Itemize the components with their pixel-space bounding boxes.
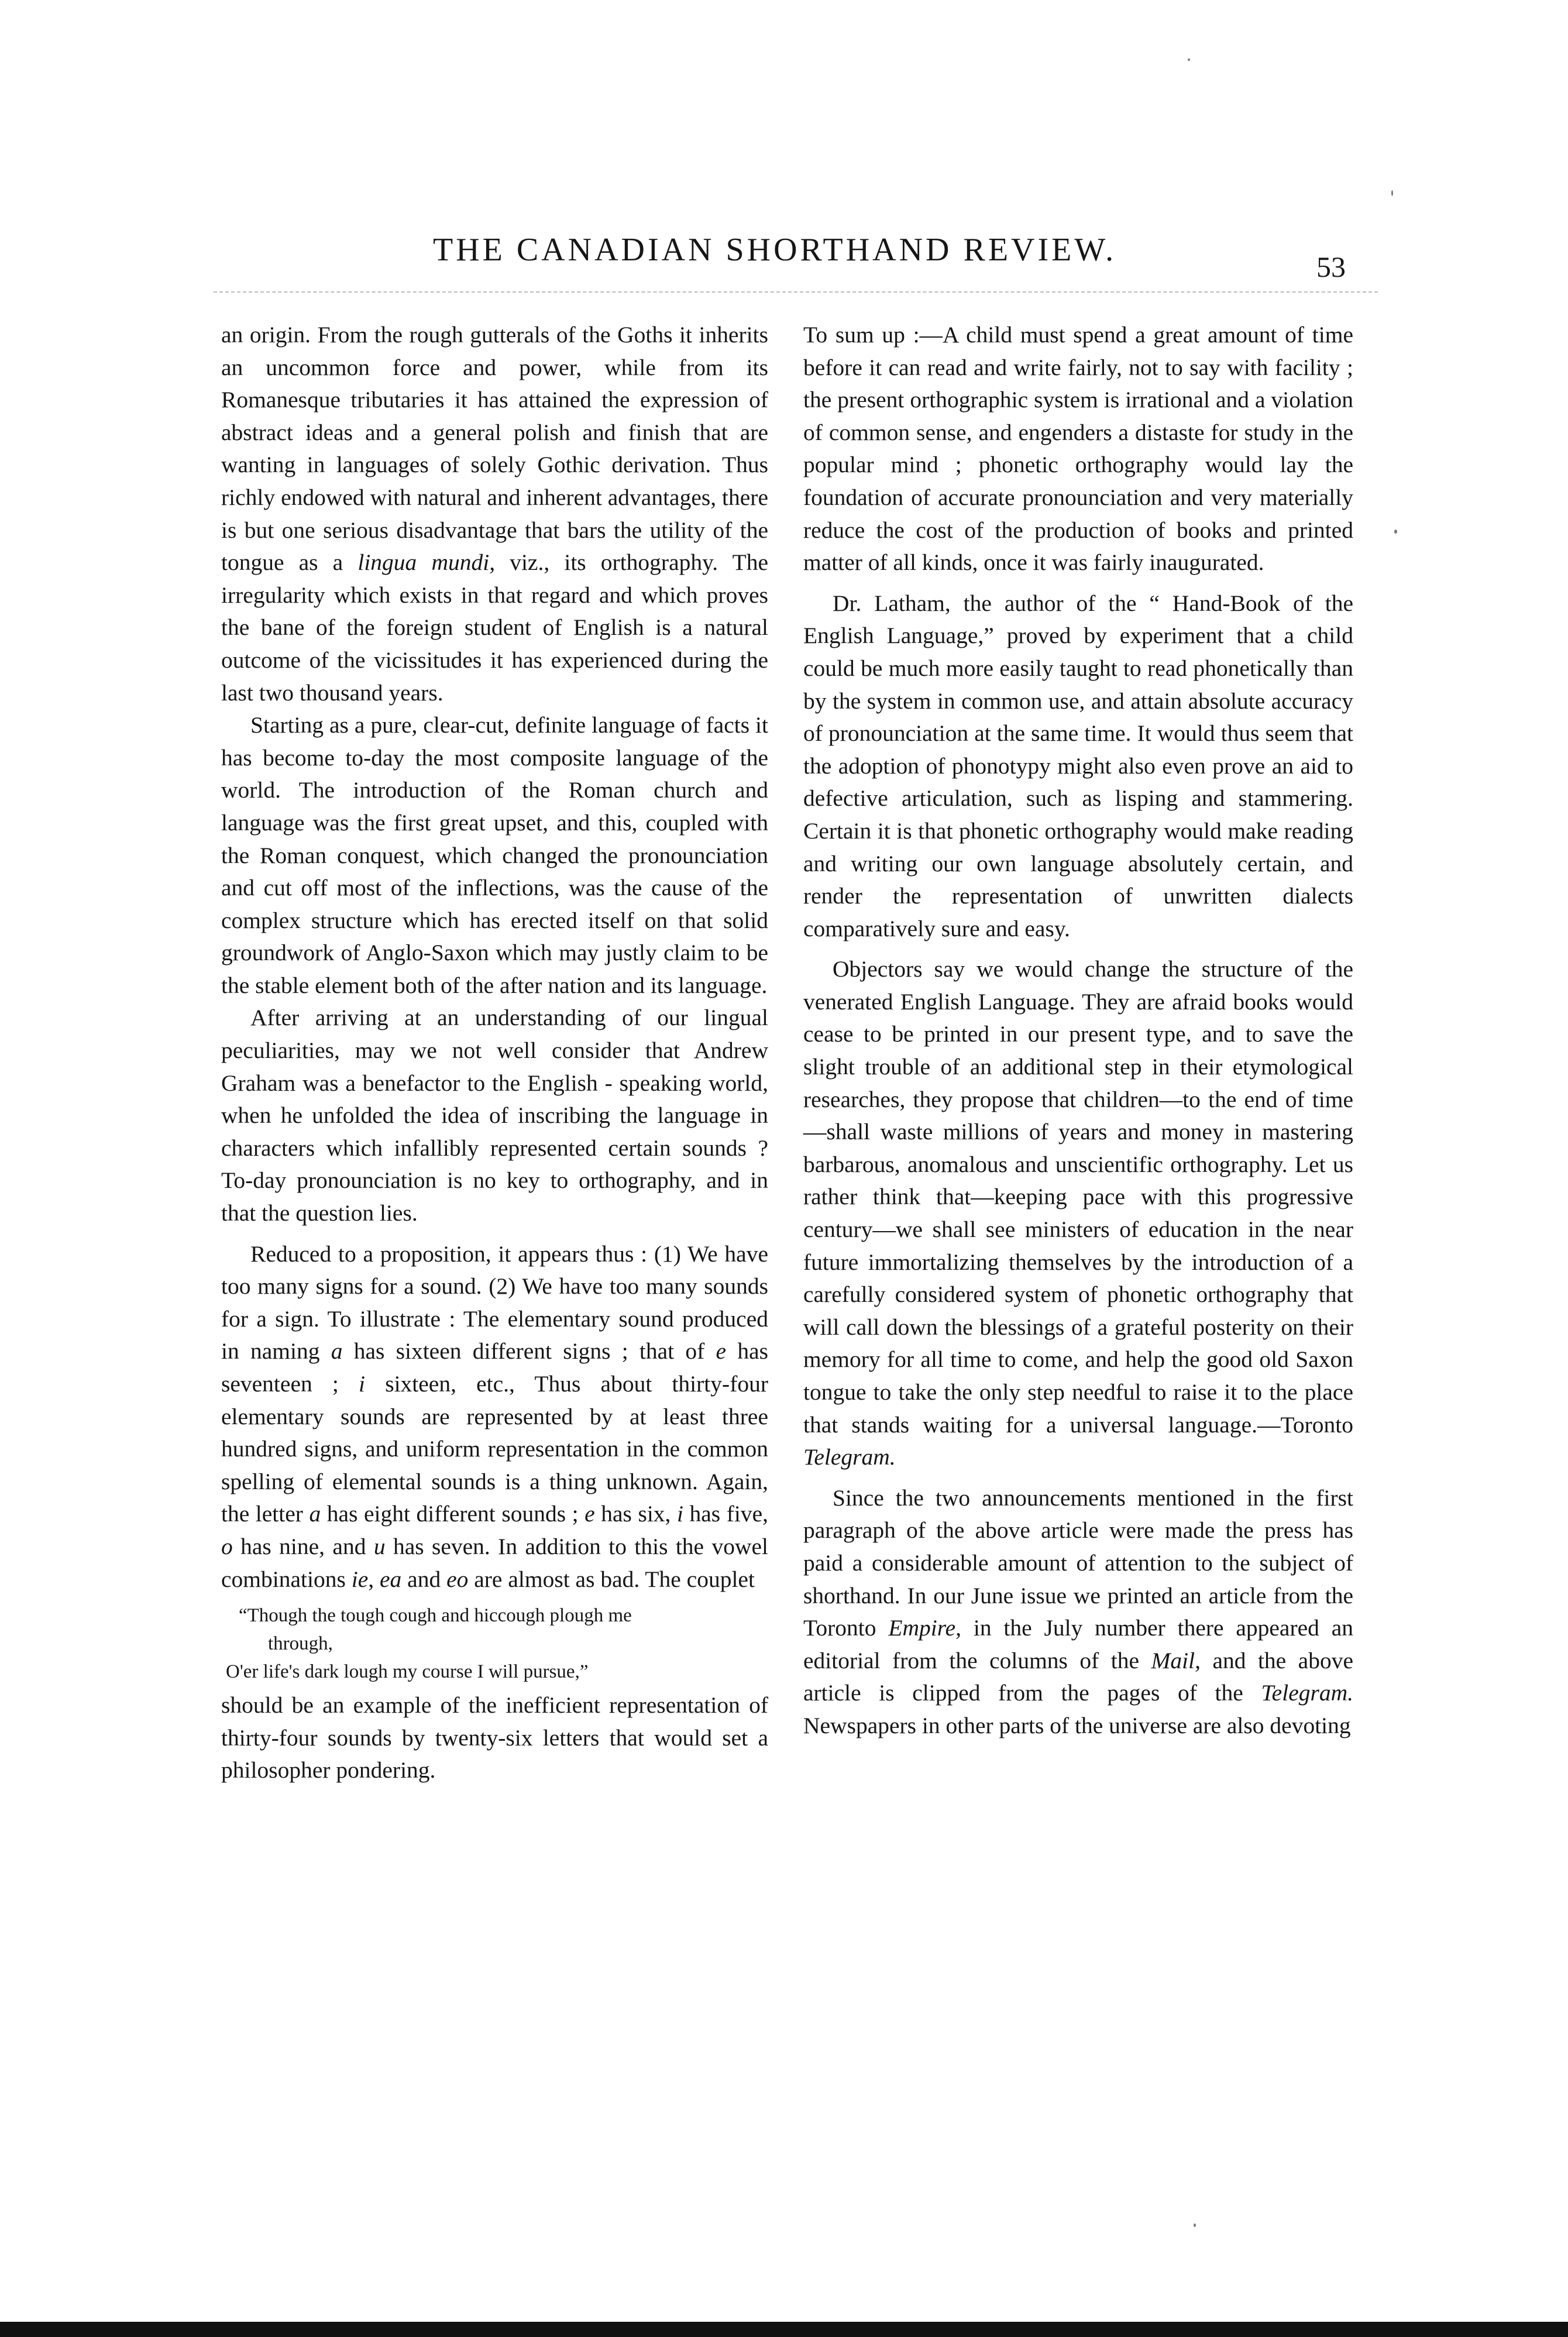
- scan-speck: [1188, 59, 1190, 61]
- italic-term: Telegram.: [803, 1444, 896, 1470]
- paragraph: [221, 1238, 768, 1596]
- header-rule: [214, 291, 1378, 293]
- italic-term: Telegram.: [1261, 1680, 1353, 1706]
- italic-letter: i: [676, 1501, 683, 1527]
- scan-edge-bar: [0, 2322, 1568, 2337]
- paragraph: Dr. Latham, the author of the “ Hand-Book of the English Language,” proved by experiment that a child could be much more easily taught to read phonetically than by the system in common use, and attain absolute accuracy of pronounciation at the same time. It would thus seem that the adoption of phonotypy might also even prove an aid to defective articulation, such as lisping and stammering. Certain it is that phonetic orthography would make reading and writing our own language absolutely certain, and render the representation of unwritten dialects comparatively sure and easy.: [803, 590, 1353, 941]
- text-run: and: [401, 1566, 447, 1592]
- italic-term: lingua mundi,: [357, 549, 496, 576]
- block-quote: [221, 1601, 768, 1686]
- paragraph: To sum up :—A child must spend a great amount of time before it can read and write fairly, not to say with facility ; the present orthographic system is irrational and a violation of common sense, and engenders a distaste for study in the popular mind ; phonetic orthography would lay the foundation of accurate pronounciation and very materially reduce the cost of the production of books and printed matter of all kinds, once it was fairly inaugurated.: [803, 322, 1353, 576]
- text-run: in the July number there appeared an editorial from the columns of the: [803, 1615, 1354, 1673]
- text-run: and the above article is clipped from the pages of the: [803, 1647, 1353, 1706]
- paragraph: Starting as a pure, clear-cut, definite language of facts it has become to-day the most composite language of the world. The introduction of the Roman church and language was the first great upset, and this, coupled with the Roman conquest, which changed the pronounciation and cut off most of the inflections, was the cause of the complex structure which has erected itself on that solid groundwork of Anglo-Saxon which may justly claim to be the stable element both of the after nation and its language.: [221, 712, 768, 998]
- quote-line: “Though the tough cough and hiccough plough me: [239, 1605, 632, 1627]
- text-run: has eight different sounds ;: [321, 1501, 585, 1527]
- quote-line: O'er life's dark lough my course I will pursue,”: [226, 1661, 589, 1683]
- italic-letter: a: [309, 1501, 321, 1527]
- right-column: [803, 319, 1353, 1743]
- italic-letter: eo: [446, 1566, 469, 1592]
- text-run: has five,: [683, 1501, 768, 1527]
- italic-letter: e: [716, 1338, 727, 1365]
- text-run: an origin. From the rough gutterals of the Goths it inherits an uncommon force and power, while from its Romanesque tributaries it has attained the expression of abstract ideas and a general polish and finish that are wanting in languages of solely Gothic derivation. Thus richly endowed with natural and inherent advantages, there is but one serious disadvantage that bars the utility of the tongue as a: [221, 322, 768, 576]
- text-run: ,: [368, 1566, 380, 1592]
- text-run: has seventeen ;: [221, 1338, 768, 1397]
- italic-term: Mail,: [1151, 1647, 1201, 1673]
- text-run: are almost as bad. The couplet: [468, 1566, 755, 1592]
- text-run: viz., its orthography. The irregularity which exists in that regard and which proves the bane of the foreign student of English is a natural outcome of the vicissitudes it has experienced during the last two thousand years.: [221, 549, 769, 706]
- italic-letter: i: [359, 1371, 366, 1397]
- text-run: has sixteen different signs ; that of: [342, 1338, 716, 1365]
- paragraph: After arriving at an understanding of our lingual peculiarities, may we not well consider that Andrew Graham was a benefactor to the English - speaking world, when he unfolded the idea of inscribing the language in characters which infallibly represented certain sounds ? To-day pronounciation is no key to orthography, and in that the question lies.: [221, 1005, 768, 1226]
- text-run: sixteen, etc., Thus about thirty-four elementary sounds are represented by at least three hundred signs, and uniform representation in the common spelling of elemental sounds is a thing unknown. Again, the letter: [221, 1371, 768, 1527]
- paragraph: [221, 319, 768, 709]
- italic-letter: o: [221, 1533, 233, 1559]
- scan-speck: [1194, 2223, 1196, 2227]
- text-run: has seven. In addition to this the vowel combinations: [221, 1533, 768, 1592]
- text-run: Reduced to a proposition, it appears thus : (1) We have too many signs for a sound. (2) We have too many sounds for a sign. To illustrate : The elementary sound produced in naming: [221, 1240, 768, 1365]
- text-run: Objectors say we would change the structure of the venerated English Language. They are afraid books would cease to be printed in our present type, and to save the slight trouble of an additional step in their etymological researches, they propose that children—to the end of time—shall waste millions of years and money in mastering barbarous, anomalous and unscientific orthography. Let us rather think that—keeping pace with this progressive century—we shall see ministers of education in the near future immortalizing themselves by the introduction of a carefully considered system of phonetic orthography that will call down the blessings of a grateful posterity on their memory for all time to come, and help the good old Saxon tongue to take the only step needful to raise it to the place that stands waiting for a universal language.—Toronto: [803, 956, 1353, 1438]
- scan-speck: [1391, 190, 1393, 196]
- italic-letter: a: [331, 1338, 343, 1365]
- paragraph: [803, 1482, 1353, 1743]
- paragraph: should be an example of the inefficient representation of thirty-four sounds by twenty-six letters that would set a philosopher pondering.: [221, 1692, 768, 1783]
- scan-speck: [1394, 530, 1397, 534]
- italic-term: Empire,: [888, 1615, 962, 1641]
- italic-letter: ie: [351, 1566, 369, 1592]
- text-run: Since the two announcements mentioned in the first paragraph of the above article were made the press has paid a considerable amount of attention to the subject of shorthand. In our June issue we printed an article from the Toronto: [803, 1484, 1353, 1641]
- paragraph: [803, 953, 1353, 1474]
- text-run: has nine, and: [232, 1533, 374, 1559]
- page-number: 53: [1316, 250, 1346, 283]
- italic-letter: e: [584, 1501, 595, 1527]
- italic-letter: u: [373, 1533, 386, 1559]
- page-header: [0, 231, 1568, 283]
- text-run: has six,: [594, 1501, 677, 1527]
- quote-line: through,: [268, 1633, 333, 1655]
- running-title: THE CANADIAN SHORTHAND REVIEW.: [433, 232, 1117, 268]
- left-column: [221, 319, 768, 1787]
- text-run: Newspapers in other parts of the universe are also devoting: [803, 1712, 1351, 1738]
- italic-letter: ea: [379, 1566, 402, 1592]
